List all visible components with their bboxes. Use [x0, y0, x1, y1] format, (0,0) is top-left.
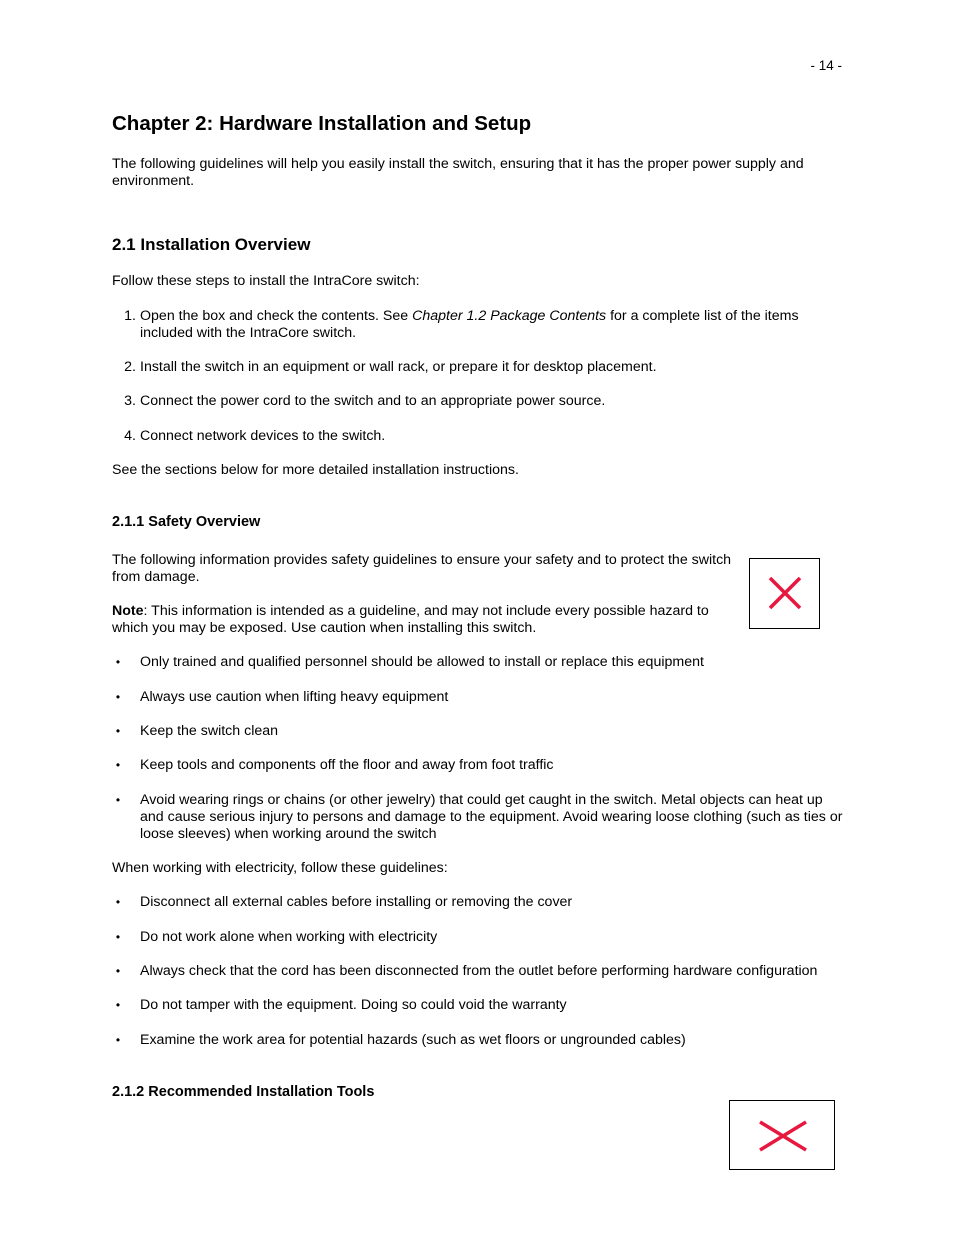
list-item: [112, 654, 832, 671]
step-item: [112, 359, 812, 376]
bullet: •: [115, 758, 121, 772]
step-text-pre: Open the box and check the contents. See: [140, 308, 413, 324]
safety-intro: [112, 552, 731, 586]
list-item-text: Keep the switch clean: [140, 723, 279, 739]
note-text-line-2: which you may be exposed. Use caution when installing this switch.: [112, 620, 537, 636]
broken-image-icon: [767, 576, 803, 610]
list-item-text: Examine the work area for potential hazards (such as wet floors or ungrounded cables): [140, 1032, 686, 1048]
list-item-text: Keep tools and components off the floor and away from foot traffic: [140, 757, 554, 773]
list-item-text-line-2: and cause serious injury to persons and damage to the equipment. Avoid wearing loose clothing (such as ties or: [140, 809, 843, 825]
list-item: [112, 689, 832, 706]
step-number: 3.: [124, 393, 136, 409]
section-2-1-1-title: 2.1.1 Safety Overview: [112, 514, 261, 530]
step-item: [112, 428, 812, 445]
bullet: •: [115, 930, 121, 944]
chapter-reference: Chapter 1.2 Package Contents: [412, 308, 607, 324]
note-text-line-1: : This information is intended as a guideline, and may not include every possible hazard to: [143, 603, 709, 619]
step-text: [140, 308, 799, 342]
list-item-text-line-3: loose sleeves) when working around the switch: [140, 826, 437, 842]
list-item-text: Do not tamper with the equipment. Doing so could void the warranty: [140, 997, 567, 1013]
step-text-line-2: included with the IntraCore switch.: [140, 325, 357, 341]
step-number: 1.: [124, 308, 136, 324]
step-number: 2.: [124, 359, 136, 375]
step-text: Connect the power cord to the switch and to an appropriate power source.: [140, 393, 606, 409]
list-item-text: Do not work alone when working with electricity: [140, 929, 438, 945]
list-item: [112, 723, 832, 740]
safety-intro-line-1: The following information provides safety guidelines to ensure your safety and to protect the switch: [112, 552, 732, 568]
bullet: •: [115, 724, 121, 738]
note-label: Note: [112, 603, 144, 619]
bullet: •: [115, 964, 121, 978]
list-item: [112, 894, 832, 911]
electricity-lead: When working with electricity, follow these guidelines:: [112, 860, 448, 876]
broken-image-placeholder: [729, 1100, 835, 1170]
step-item: [112, 393, 812, 410]
bullet: •: [115, 1033, 121, 1047]
bullet: •: [115, 998, 121, 1012]
section-2-1-closing: See the sections below for more detailed installation instructions.: [112, 462, 519, 478]
list-item: [112, 929, 832, 946]
list-item: [112, 963, 832, 980]
intro-line-1: The following guidelines will help you easily install the switch, ensuring that it has the proper power supply and: [112, 156, 804, 172]
list-item-text: Only trained and qualified personnel should be allowed to install or replace this equipment: [140, 654, 704, 670]
intro-line-2: environment.: [112, 173, 195, 189]
broken-image-placeholder: [749, 558, 820, 629]
list-item-text: Disconnect all external cables before installing or removing the cover: [140, 894, 573, 910]
list-item-text-line-1: Avoid wearing rings or chains (or other jewelry) that could get caught in the switch. Metal objects can heat up: [140, 792, 823, 808]
bullet: •: [115, 655, 121, 669]
step-text-post: for a complete list of the items: [606, 308, 799, 324]
broken-image-icon: [758, 1120, 808, 1152]
list-item: [112, 1032, 832, 1049]
list-item-text: Always check that the cord has been disconnected from the outlet before performing hardware configuration: [140, 963, 818, 979]
intro-paragraph: [112, 156, 804, 190]
chapter-title: Chapter 2: Hardware Installation and Setup: [112, 112, 532, 135]
step-text: Connect network devices to the switch.: [140, 428, 386, 444]
list-item-text: Always use caution when lifting heavy equipment: [140, 689, 449, 705]
bullet: •: [115, 690, 121, 704]
safety-note: [112, 603, 709, 637]
step-text: Install the switch in an equipment or wall rack, or prepare it for desktop placement.: [140, 359, 657, 375]
list-item: [112, 792, 842, 843]
step-item: [112, 308, 812, 342]
safety-intro-line-2: from damage.: [112, 569, 200, 585]
bullet: •: [115, 895, 121, 909]
bullet: •: [115, 793, 121, 807]
section-2-1-2-title: 2.1.2 Recommended Installation Tools: [112, 1084, 375, 1100]
page-number: - 14 -: [810, 58, 842, 73]
list-item-text: [140, 792, 842, 843]
section-2-1-title: 2.1 Installation Overview: [112, 235, 311, 254]
list-item: [112, 757, 832, 774]
section-2-1-lead: Follow these steps to install the IntraCore switch:: [112, 273, 420, 289]
step-number: 4.: [124, 428, 136, 444]
list-item: [112, 997, 832, 1014]
